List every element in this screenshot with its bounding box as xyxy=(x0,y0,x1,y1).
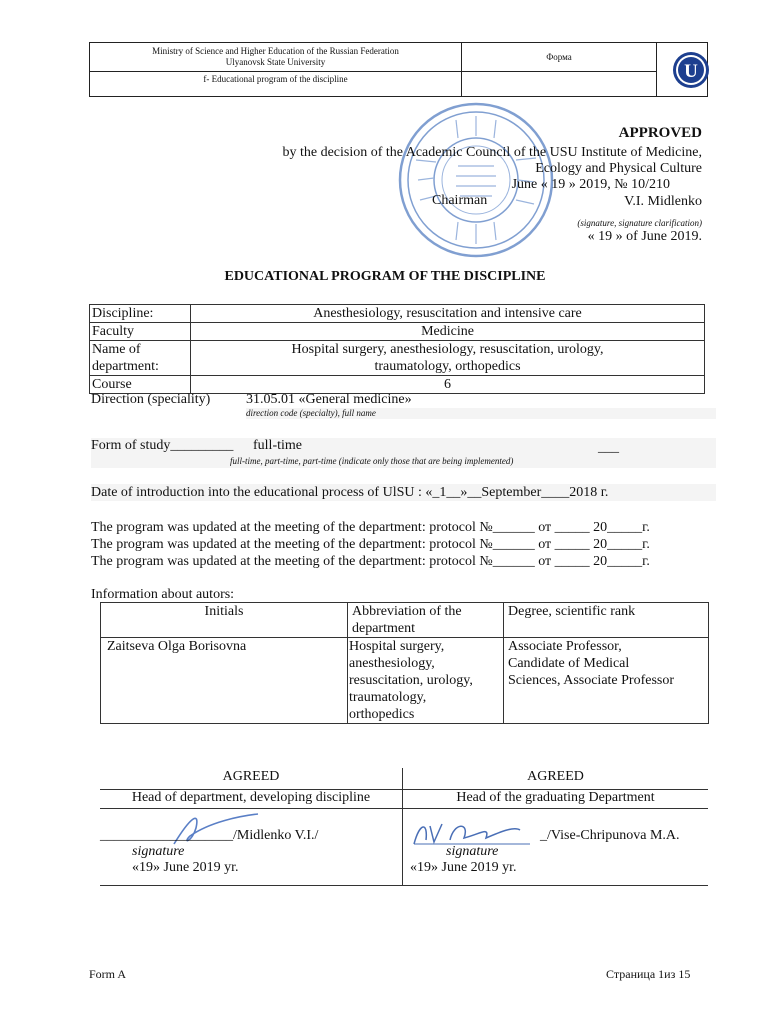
chairman-name: V.I. Midlenko xyxy=(624,194,702,209)
author-degree-line: Associate Professor, xyxy=(508,639,622,654)
approval-date-line: June « 19 » 2019, № 10/210 xyxy=(511,177,670,192)
author-department-line: Hospital surgery, xyxy=(349,639,445,654)
ministry-line-2: Ulyanovsk State University xyxy=(225,57,326,67)
author-department-line: resuscitation, urology, xyxy=(349,673,473,688)
agreed-left-signature-label: signature xyxy=(132,844,185,859)
update-line: The program was updated at the meeting of the department: protocol №______ от _____ 20_____г. xyxy=(91,520,650,535)
col-abbreviation-line-1: Abbreviation of the xyxy=(352,604,462,619)
introduction-date: Date of introduction into the educational process of UlSU : «_1__»__September____2018 г. xyxy=(91,485,609,500)
document-title: EDUCATIONAL PROGRAM OF THE DISCIPLINE xyxy=(224,269,546,284)
update-line: The program was updated at the meeting of the department: protocol №______ от _____ 20_____г. xyxy=(91,554,650,569)
department-value-line-2: traumatology, orthopedics xyxy=(374,359,521,374)
table-row xyxy=(101,638,709,724)
direction-label: Direction (speciality) xyxy=(91,392,211,407)
author-degree xyxy=(504,638,709,724)
department-value-line-1: Hospital surgery, anesthesiology, resuscitation, urology, xyxy=(291,342,604,357)
table-row xyxy=(90,323,705,341)
author-department-line: orthopedics xyxy=(349,707,415,722)
author-degree-line: Candidate of Medical xyxy=(508,656,630,671)
form-of-study-trail: ___ xyxy=(598,440,619,455)
approval-date: « 19 » of June 2019. xyxy=(587,229,702,244)
agreed-left-title: AGREED xyxy=(222,769,280,784)
department-value xyxy=(191,341,705,376)
agreed-left-date: «19» June 2019 yr. xyxy=(132,860,239,875)
empty-cell xyxy=(462,72,657,96)
department-label xyxy=(90,341,191,376)
document-header xyxy=(89,42,708,97)
form-label: Форма xyxy=(462,43,657,72)
author-department xyxy=(348,638,504,724)
department-label-line-1: Name of xyxy=(92,342,141,357)
discipline-label: Discipline: xyxy=(90,305,191,323)
signature-note: (signature, signature clarification) xyxy=(577,218,702,228)
agreed-right-role: Head of the graduating Department xyxy=(456,790,655,805)
agreed-left-role: Head of department, developing discipline xyxy=(131,790,371,805)
author-department-line: anesthesiology, xyxy=(349,656,435,671)
agreed-right-sign-line: _/Vise-Chripunova M.A. xyxy=(540,828,680,843)
agreed-right-date: «19» June 2019 yr. xyxy=(410,860,517,875)
ministry-cell xyxy=(90,43,462,72)
update-line: The program was updated at the meeting of the department: protocol №______ от _____ 20_____г. xyxy=(91,537,650,552)
form-of-study-value: full-time xyxy=(253,438,302,453)
agreed-block xyxy=(100,768,708,886)
col-abbreviation-line-2: department xyxy=(352,621,415,636)
table-row xyxy=(90,305,705,323)
agreed-left-sign-line: ___________________/Midlenko V.I./ xyxy=(100,828,319,843)
department-label-line-2: department: xyxy=(92,359,159,374)
university-logo-icon xyxy=(672,51,710,94)
author-department-line: traumatology, xyxy=(349,690,427,705)
author-degree-line: Sciences, Associate Professor xyxy=(508,673,675,688)
authors-table xyxy=(100,602,709,724)
table-row xyxy=(101,603,709,638)
footer-form: Form A xyxy=(89,967,127,981)
col-initials: Initials xyxy=(101,603,348,638)
ministry-line-1: Ministry of Science and Higher Education of the Russian Federation xyxy=(152,46,399,56)
form-of-study-label: Form of study_________ xyxy=(91,438,234,453)
logo-letter: U xyxy=(684,61,698,82)
table-row xyxy=(90,376,705,394)
chairman-label: Chairman xyxy=(432,193,488,208)
discipline-value: Anesthesiology, resuscitation and intensive care xyxy=(191,305,705,323)
form-of-study-note: full-time, part-time, part-time (indicate only those that are being implemented) xyxy=(230,456,514,466)
approval-line-1: by the decision of the Academic Council of the USU Institute of Medicine, xyxy=(282,145,702,160)
footer-page-number: Страница 1из 15 xyxy=(606,967,691,981)
agreed-divider xyxy=(402,768,403,886)
agreed-rule xyxy=(100,885,708,886)
agreed-right-title: AGREED xyxy=(527,769,584,784)
authors-heading: Information about autors: xyxy=(91,587,235,602)
col-abbreviation xyxy=(348,603,504,638)
direction-note: direction code (specialty), full name xyxy=(246,408,376,418)
author-name: Zaitseva Olga Borisovna xyxy=(101,638,348,724)
faculty-label: Faculty xyxy=(90,323,191,341)
program-label: f- Educational program of the discipline xyxy=(90,72,462,96)
col-degree: Degree, scientific rank xyxy=(504,603,709,638)
course-label: Course xyxy=(90,376,191,394)
agreed-right-signature-label: signature xyxy=(446,844,499,859)
approval-line-2: Ecology and Physical Culture xyxy=(535,161,702,176)
table-row xyxy=(90,341,705,376)
faculty-value: Medicine xyxy=(191,323,705,341)
approved-title: APPROVED xyxy=(618,125,702,141)
direction-value: 31.05.01 «General medicine» xyxy=(246,392,632,409)
course-value: 6 xyxy=(191,376,705,394)
discipline-table xyxy=(89,304,705,394)
